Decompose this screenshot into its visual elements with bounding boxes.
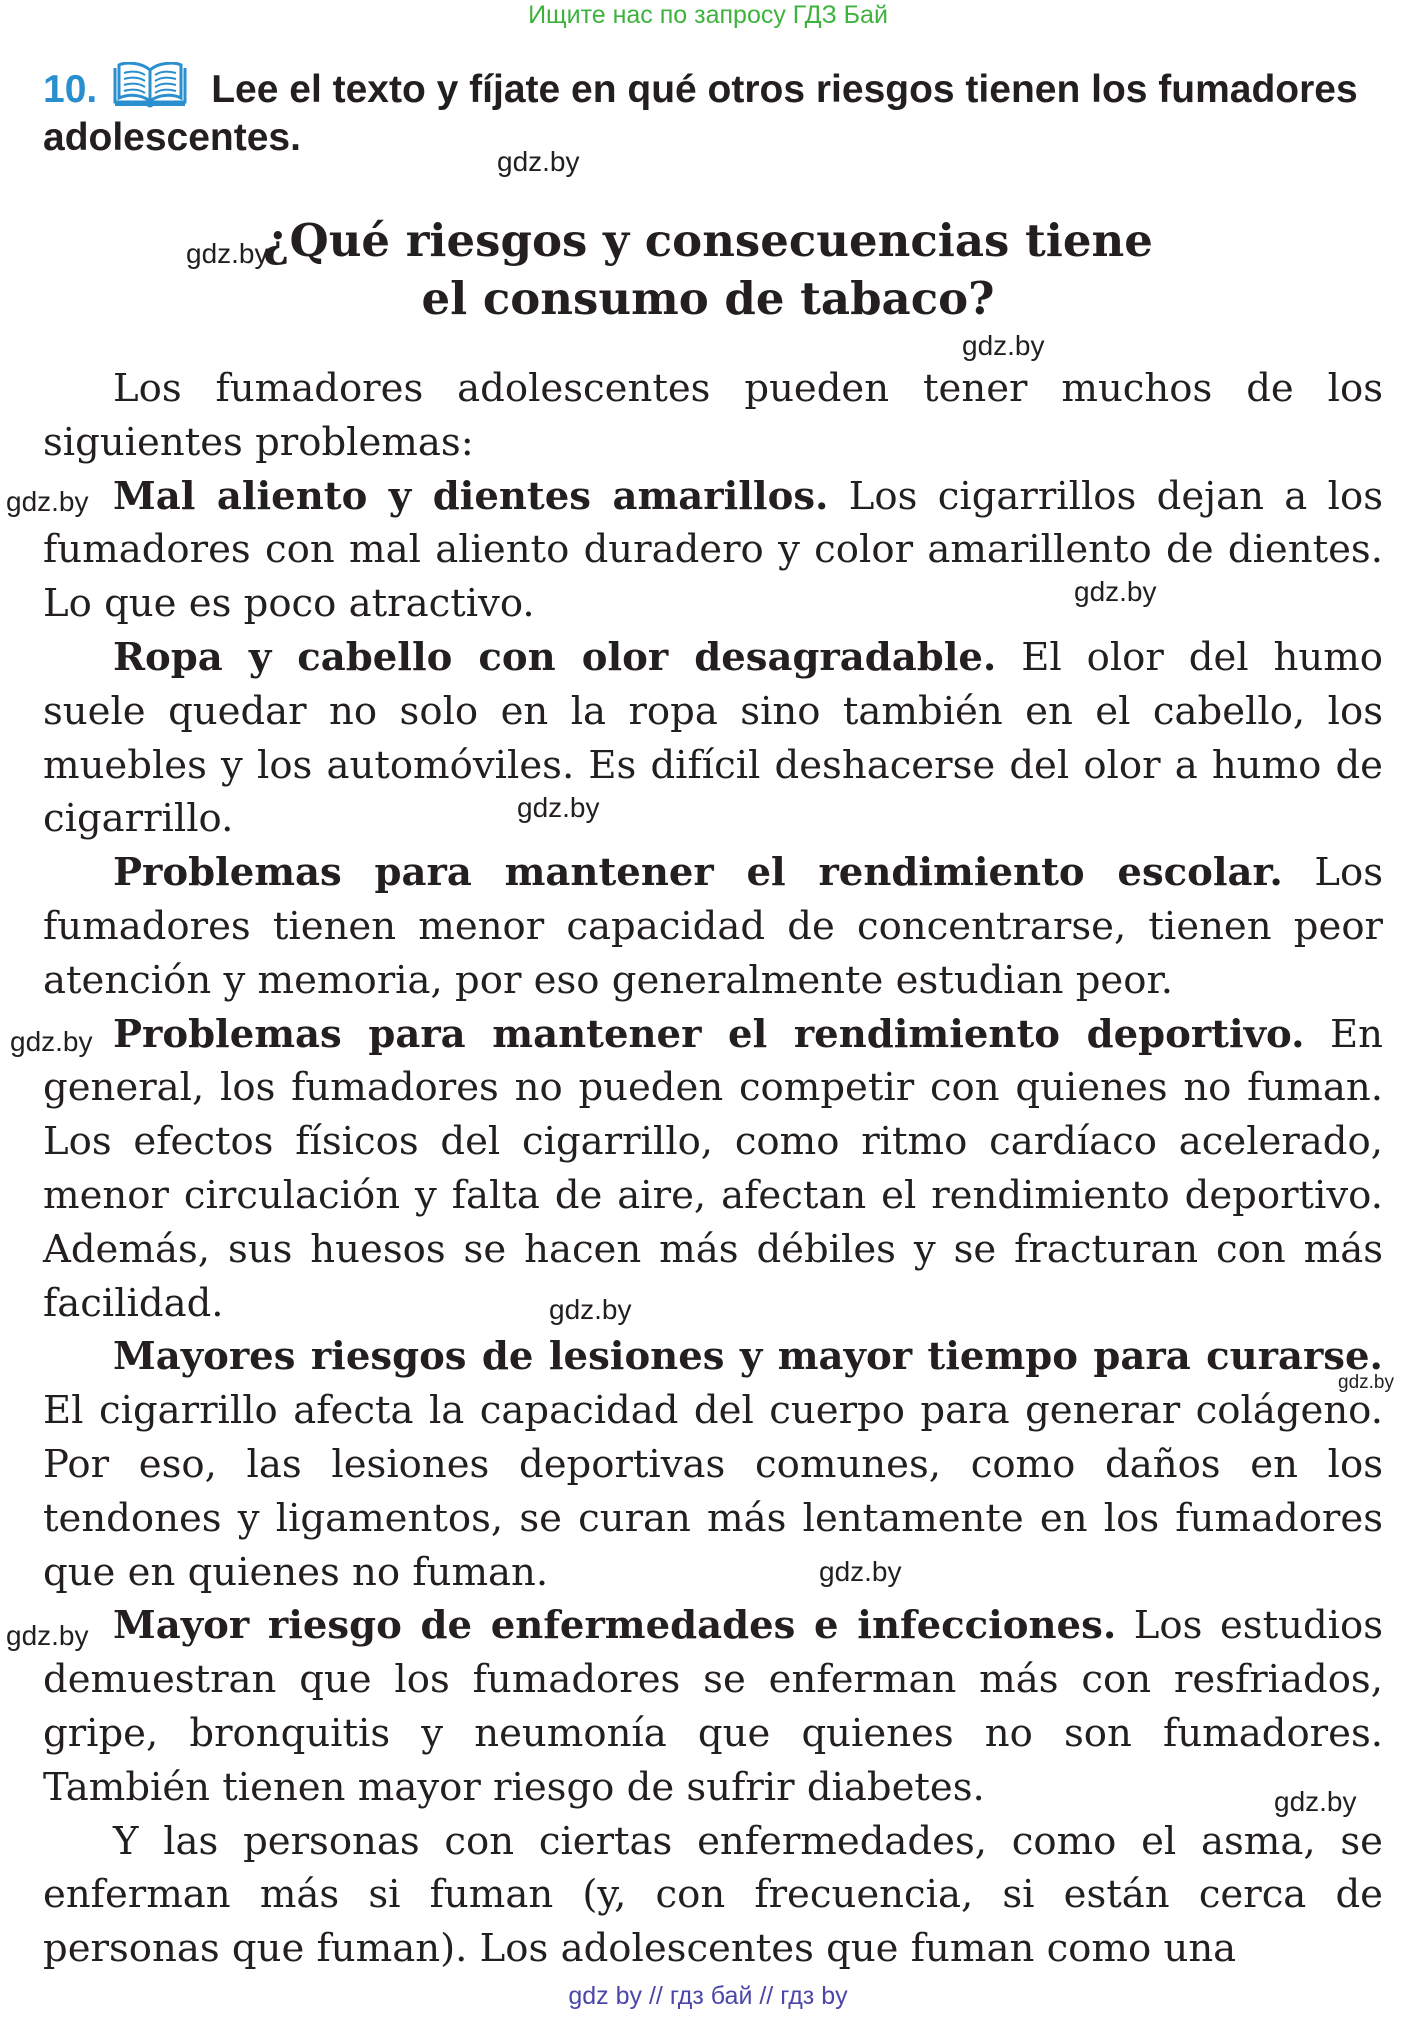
article-title [0, 212, 1416, 328]
paragraph-text: Los cigarrillos dejan a los fumadores con mal aliento duradero y color amarillento de dientes. Lo que es poco atractivo. [43, 473, 1383, 627]
paragraph-heading: Problemas para mantener el rendimiento deportivo. [113, 1011, 1305, 1057]
paragraph-heading: Problemas para mantener el rendimiento escolar. [113, 850, 1283, 896]
exercise-number: 10. [43, 68, 98, 111]
paragraph-intro [43, 362, 1383, 470]
paragraph-asma [43, 1815, 1383, 1976]
paragraph-text: Los fumadores adolescentes pueden tener muchos de los siguientes problemas: [43, 366, 1383, 465]
paragraph-text: Los estudios demuestran que los fumadores se enferman más con resfriados, gripe, bronquitis y neumonía que quienes no son fumadores. También tienen mayor riesgo de sufrir diabetes. [43, 1603, 1383, 1810]
paragraph-lesiones [43, 1330, 1383, 1599]
paragraph-text: Y las personas con ciertas enfermedades, como el asma, se enferman más si fuman (y, con frecuencia, si están cerca de personas que fuman). Los adolescentes que fuman como una [43, 1818, 1383, 1972]
article-body [43, 362, 1383, 1976]
paragraph-rendimiento-deportivo [43, 1008, 1383, 1331]
article-title-line-1: ¿Qué riesgos y consecuencias tiene [263, 214, 1153, 267]
footer-watermark: gdz by // гдз бай // гдз by [568, 1982, 848, 2010]
article-title-line-2: el consumo de tabaco? [421, 272, 995, 325]
watermark: gdz.by [6, 1620, 89, 1651]
top-banner: Ищите нас по запросу ГДЗ Бай [528, 1, 888, 29]
watermark: gdz.by [517, 792, 600, 823]
paragraph-heading: Ropa y cabello con olor desagradable. [113, 634, 997, 680]
paragraph-heading: Mal aliento y dientes amarillos. [113, 473, 829, 519]
paragraph-text: Los fumadores tienen menor capacidad de concentrarse, tienen peor atención y memoria, por eso generalmente estudian peor. [43, 850, 1384, 1003]
watermark: gdz.by [1338, 1372, 1394, 1393]
watermark: gdz.by [1074, 576, 1157, 607]
watermark: gdz.by [549, 1294, 632, 1325]
watermark: gdz.by [819, 1556, 902, 1587]
paragraph-text: El olor del humo suele quedar no solo en la ropa sino también en el cabello, los muebles y los automóviles. Es difícil deshacerse del olor a humo de cigarrillo. [43, 634, 1383, 842]
watermark: gdz.by [186, 238, 269, 269]
paragraph-heading: Mayores riesgos de lesiones y mayor tiempo para curarse. [113, 1334, 1383, 1380]
paragraph-text: En general, los fumadores no pueden competir con quienes no fuman. Los efectos físicos del cigarrillo, como ritmo cardíaco acelerado, menor circulación y falta de aire, afectan el rendimiento deportivo. Además, sus huesos se hacen más débiles y se fracturan con más facilidad. [43, 1011, 1383, 1326]
watermark: gdz.by [10, 1026, 93, 1057]
exercise-instruction: Lee el texto y fíjate en qué otros riesgos tienen los fumadores adolescentes. [43, 68, 1358, 159]
exercise-header [43, 62, 1383, 162]
paragraph-mal-aliento [43, 470, 1383, 631]
book-icon [111, 62, 189, 108]
watermark: gdz.by [1274, 1786, 1357, 1817]
paragraph-ropa-cabello [43, 631, 1383, 846]
watermark: gdz.by [6, 486, 89, 517]
paragraph-text: El cigarrillo afecta la capacidad del cuerpo para generar colágeno. Por eso, las lesiones deportivas comunes, como daños en los tendones y ligamentos, se curan más lentamente en los fumadores que en quienes no fuman. [43, 1388, 1383, 1595]
watermark: gdz.by [497, 146, 580, 177]
paragraph-heading: Mayor riesgo de enfermedades e infecciones. [113, 1603, 1117, 1649]
paragraph-rendimiento-escolar [43, 846, 1383, 1007]
watermark: gdz.by [962, 330, 1045, 361]
paragraph-enfermedades [43, 1599, 1383, 1814]
